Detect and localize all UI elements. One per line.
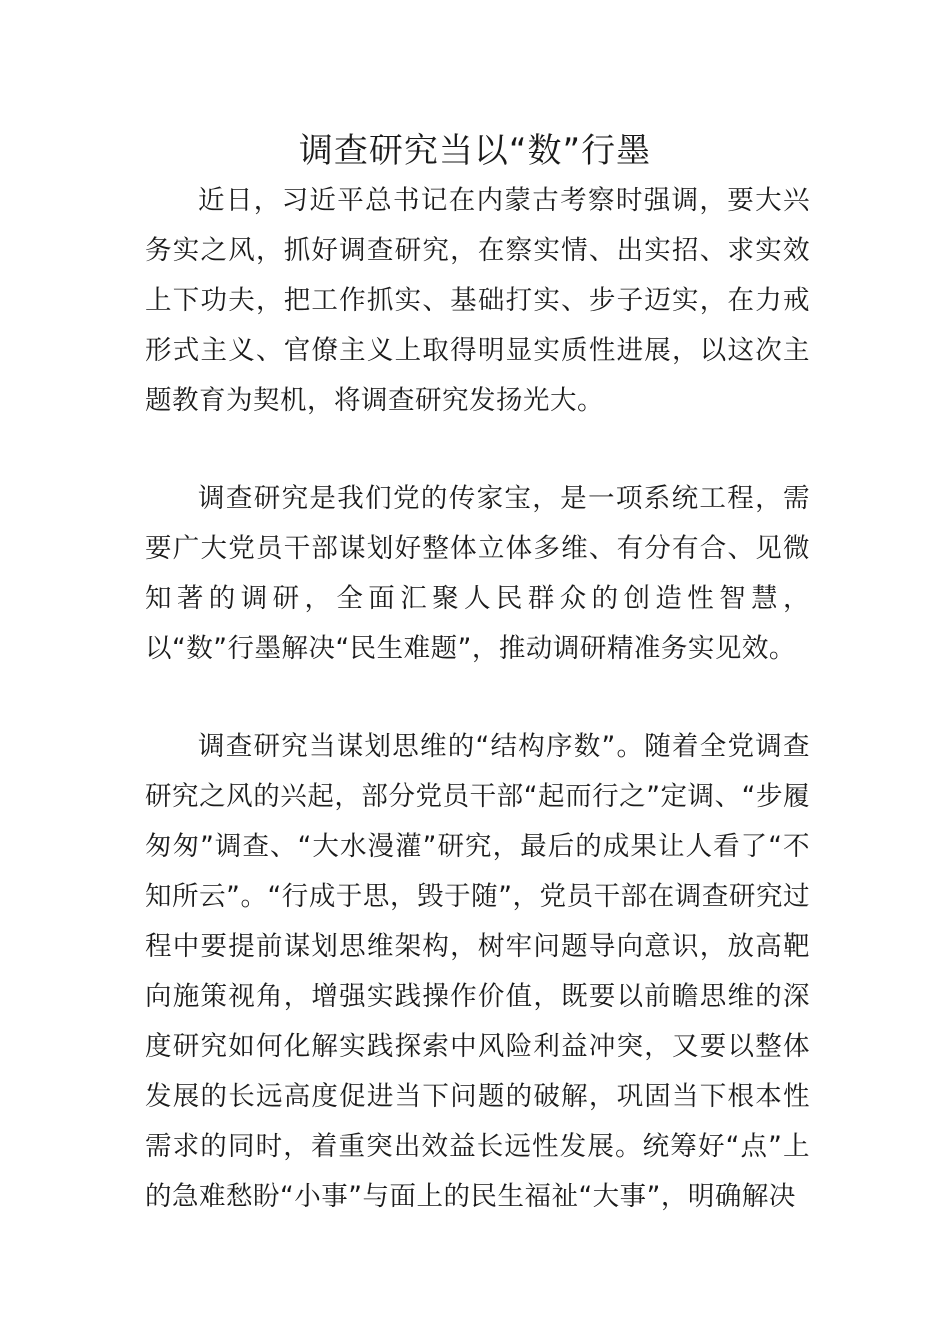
document-title: 调查研究当以“数”行墨	[298, 131, 652, 171]
paragraph-2: 调查研究是我们党的传家宝，是一项系统工程，需要广大党员干部谋划好整体立体多维、有分有合、见微知著的调研，全面汇聚人民群众的创造性智慧，以“数”行墨解决“民生难题”，推动调研精准务实见效。	[145, 483, 810, 664]
paragraph-1: 近日，习近平总书记在内蒙古考察时强调，要大兴务实之风，抓好调查研究，在察实情、出实招、求实效上下功夫，把工作抓实、基础打实、步子迈实，在力戒形式主义、官僚主义上取得明显实质性进展，以这次主题教育为契机，将调查研究发扬光大。	[145, 185, 810, 416]
paragraph-3: 调查研究当谋划思维的“结构序数”。随着全党调查研究之风的兴起，部分党员干部“起而行之”定调、“步履匆匆”调查、“大水漫灌”研究，最后的成果让人看了“不知所云”。“行成于思，毁于随”，党员干部在调查研究过程中要提前谋划思维架构，树牢问题导向意识，放高靶向施策视角，增强实践操作价值，既要以前瞻思维的深度研究如何化解实践探索中风险利益冲突，又要以整体发展的长远高度促进当下问题的破解，巩固当下根本性需求的同时，着重突出效益长远性发展。统筹好“点”上的急难愁盼“小事”与面上的民生福祉“大事”，明确解决	[145, 731, 810, 1212]
